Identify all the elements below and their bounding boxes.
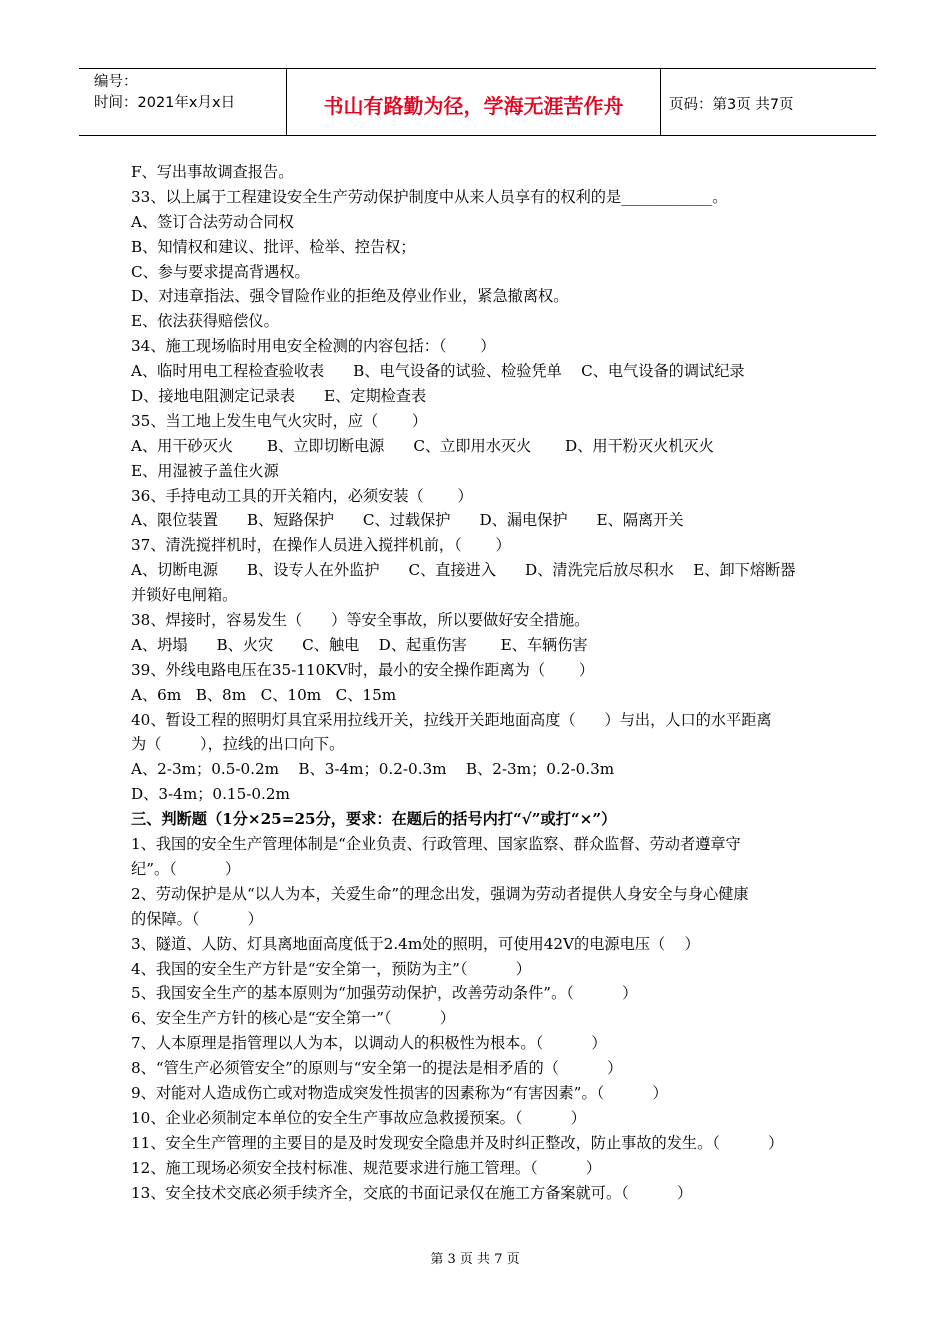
question-35: 35、当工地上发生电气火灾时，应（ ） — [131, 411, 428, 430]
header-motto: 书山有路勤为径，学海无涯苦作舟 — [287, 69, 661, 135]
page-header — [79, 68, 876, 136]
question-33: 33、以上属于工程建设安全生产劳动保护制度中从来人员享有的权利的是____________。 — [131, 187, 728, 206]
body-line: B、知情权和建议、批评、检举、控告权； — [131, 237, 416, 256]
question-34: 34、施工现场临时用电安全检测的内容包括：（ ） — [131, 337, 496, 356]
document-body — [131, 160, 836, 1205]
body-line: 为（ ），拉线的出口向下。 — [131, 735, 345, 754]
body-line: A、签订合法劳动合同权 — [131, 212, 294, 231]
question-40: 40、暂设工程的照明灯具宜采用拉线开关，拉线开关距地面高度（ ）与出，人口的水平距离 — [131, 710, 772, 729]
judgment-item: 6、安全生产方针的核心是“安全第一”（ ） — [131, 1009, 456, 1028]
body-line: D、3-4m；0.15-0.2m — [131, 785, 290, 804]
judgment-item: 11、安全生产管理的主要目的是及时发现安全隐患并及时纠正整改，防止事故的发生。（ ） — [131, 1133, 784, 1152]
body-line: D、对违章指法、强令冒险作业的拒绝及停业作业，紧急撤离权。 — [131, 287, 569, 306]
page-footer: 第 3 页 共 7 页 — [430, 1252, 520, 1267]
judgment-item: 4、我国的安全生产方针是“安全第一，预防为主”（ ） — [131, 959, 531, 978]
judgment-item: 13、安全技术交底必须手续齐全，交底的书面记录仅在施工方备案就可。（ ） — [131, 1183, 693, 1202]
question-38: 38、焊接时，容易发生（ ）等安全事故，所以要做好安全措施。 — [131, 611, 590, 630]
judgment-item: 7、人本原理是指管理以人为本，以调动人的积极性为根本。（ ） — [131, 1034, 607, 1053]
body-line: A、临时用电工程检查验收表 B、电气设备的试验、检验凭单 C、电气设备的调试纪录 — [131, 362, 745, 381]
judgment-item: 2、劳动保护是从“以人为本，关爱生命”的理念出发，强调为劳动者提供人身安全与身心健康 — [131, 884, 749, 903]
document-number-label: 编号： — [94, 74, 138, 90]
header-page-label: 页码：第3页 共7页 — [669, 96, 794, 113]
body-line: 并锁好电闸箱。 — [131, 586, 238, 605]
body-line: F、写出事故调查报告。 — [131, 163, 294, 181]
body-line: A、用干砂灭火 B、立即切断电源 C、立即用水灭火 D、用干粉灭火机灭火 — [131, 436, 714, 455]
header-meta — [79, 69, 287, 135]
section-heading: 三、判断题（1分×25=25分，要求：在题后的括号内打“√”或打“×”） — [131, 810, 617, 829]
body-line: A、切断电源 B、设专人在外监护 C、直接进入 D、清洗完后放尽积水 E、卸下熔断器 — [131, 561, 796, 580]
body-line: 纪”。（ ） — [131, 859, 241, 878]
judgment-item: 9、对能对人造成伤亡或对物造成突发性损害的因素称为“有害因素”。（ ） — [131, 1083, 668, 1102]
question-37: 37、清洗搅拌机时，在操作人员进入搅拌机前，（ ） — [131, 536, 511, 555]
question-39: 39、外线电路电压在35-110KV时，最小的安全操作距离为（ ） — [131, 660, 595, 679]
judgment-item: 10、企业必须制定本单位的安全生产事故应急救援预案。（ ） — [131, 1108, 586, 1127]
body-line: A、2-3m；0.5-0.2m B、3-4m；0.2-0.3m B、2-3m；0.2-0.3m — [131, 760, 615, 779]
judgment-item: 3、隧道、人防、灯具离地面高度低于2.4m处的照明，可使用42V的电源电压（ ） — [131, 934, 700, 953]
body-line: E、依法获得赔偿仪。 — [131, 312, 279, 331]
body-line: E、用湿被子盖住火源 — [131, 461, 279, 480]
judgment-item: 12、施工现场必须安全技村标准、规范要求进行施工管理。（ ） — [131, 1158, 602, 1177]
body-line: A、限位装置 B、短路保护 C、过载保护 D、漏电保护 E、隔离开关 — [131, 511, 684, 530]
body-line: C、参与要求提高背遇权。 — [131, 262, 310, 281]
judgment-item: 8、“管生产必须管安全”的原则与“安全第一的提法是相矛盾的（ ） — [131, 1059, 623, 1078]
body-line: A、6m B、8m C、10m C、15m — [131, 685, 397, 704]
body-line: A、坍塌 B、火灾 C、触电 D、起重伤害 E、车辆伤害 — [131, 635, 588, 654]
judgment-item: 5、我国安全生产的基本原则为“加强劳动保护，改善劳动条件”。（ ） — [131, 984, 638, 1003]
judgment-item: 1、我国的安全生产管理体制是“企业负责、行政管理、国家监察、群众监督、劳动者遵章守 — [131, 835, 741, 854]
question-36: 36、手持电动工具的开关箱内，必须安装（ ） — [131, 486, 473, 505]
body-line: 的保障。（ ） — [131, 909, 263, 928]
document-date-label: 时间：2021年x月x日 — [94, 95, 236, 111]
body-line: D、接地电阻测定记录表 E、定期检查表 — [131, 387, 427, 406]
